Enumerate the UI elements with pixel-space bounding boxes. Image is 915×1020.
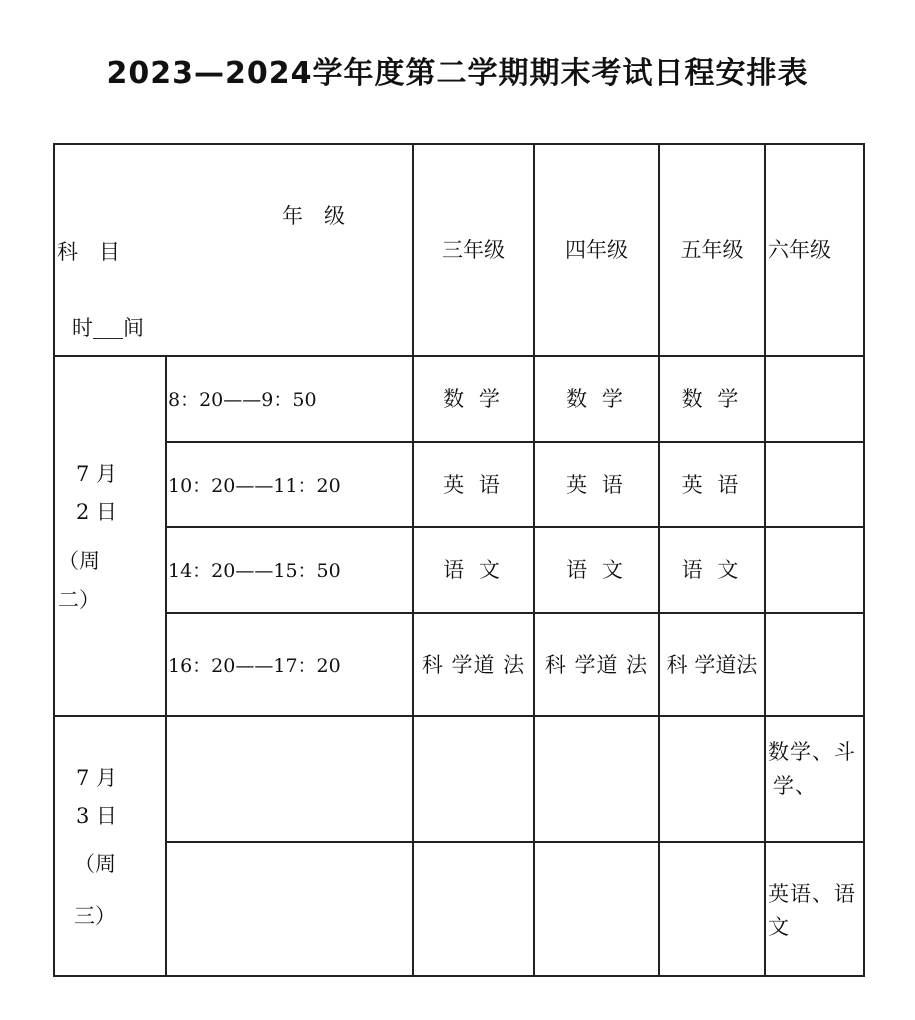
- subject-cell: 语 文: [681, 558, 743, 582]
- subject-cell: 数学、斗: [768, 740, 856, 764]
- day1-date: 2 日: [76, 500, 118, 524]
- day-divider: [53, 715, 865, 717]
- page-title: 2023—2024学年度第二学期期末考试日程安排表: [106, 56, 809, 91]
- header-time-label: [72, 318, 144, 339]
- table-border-top: [53, 143, 865, 145]
- day2-weekday-b: 三）: [74, 904, 116, 928]
- day2-weekday-a: （周: [74, 852, 116, 876]
- subject-cell: 数 学: [566, 387, 627, 411]
- subject-cell: 学、: [773, 774, 817, 798]
- subject-cell: 科 学道 法: [421, 653, 526, 677]
- day2-date: 3 日: [76, 804, 118, 828]
- header-time-label-right: 间: [123, 316, 144, 340]
- subject-cell: 英语、语: [768, 882, 856, 906]
- subject-cell: 英 语: [681, 473, 743, 497]
- subject-cell: 科 学道法: [666, 653, 758, 677]
- subject-cell: 数 学: [443, 387, 504, 411]
- table-header-divider: [53, 355, 865, 357]
- column-divider: [764, 143, 766, 977]
- grade-header-3: 三年级: [442, 238, 505, 262]
- grade-header-4: 四年级: [565, 238, 628, 262]
- time-slot: 16：20——17：20: [168, 655, 341, 677]
- table-border-right: [863, 143, 865, 977]
- time-slot: 10：20——11：20: [168, 475, 341, 497]
- subject-cell: 语 文: [566, 558, 627, 582]
- header-subject-label: 科 目: [57, 240, 120, 264]
- grade-header-5: 五年级: [680, 238, 744, 262]
- grade-header-6: 六年级: [768, 238, 831, 262]
- row-divider: [165, 841, 865, 843]
- subject-cell: 语 文: [443, 558, 504, 582]
- table-border-bottom: [53, 975, 865, 977]
- day1-month: 7 月: [76, 462, 118, 486]
- row-divider: [165, 526, 865, 528]
- row-divider: [165, 612, 865, 614]
- subject-cell: 英 语: [443, 473, 504, 497]
- time-blank-underline: [93, 320, 123, 339]
- subject-cell: 科 学道 法: [544, 653, 649, 677]
- time-slot: 14：20——15：50: [168, 560, 341, 582]
- subject-cell: 英 语: [566, 473, 627, 497]
- day1-weekday-b: 二）: [58, 588, 100, 612]
- header-time-label-left: 时: [72, 316, 93, 340]
- subject-cell: 数 学: [681, 387, 743, 411]
- day1-weekday-a: （周: [58, 549, 100, 573]
- date-time-divider: [165, 355, 167, 977]
- table-border-left: [53, 143, 55, 977]
- time-slot: 8：20——9：50: [168, 389, 317, 411]
- header-grade-label: 年 级: [282, 204, 345, 228]
- row-divider: [165, 441, 865, 443]
- subject-cell: 文: [768, 915, 789, 939]
- day2-month: 7 月: [76, 766, 118, 790]
